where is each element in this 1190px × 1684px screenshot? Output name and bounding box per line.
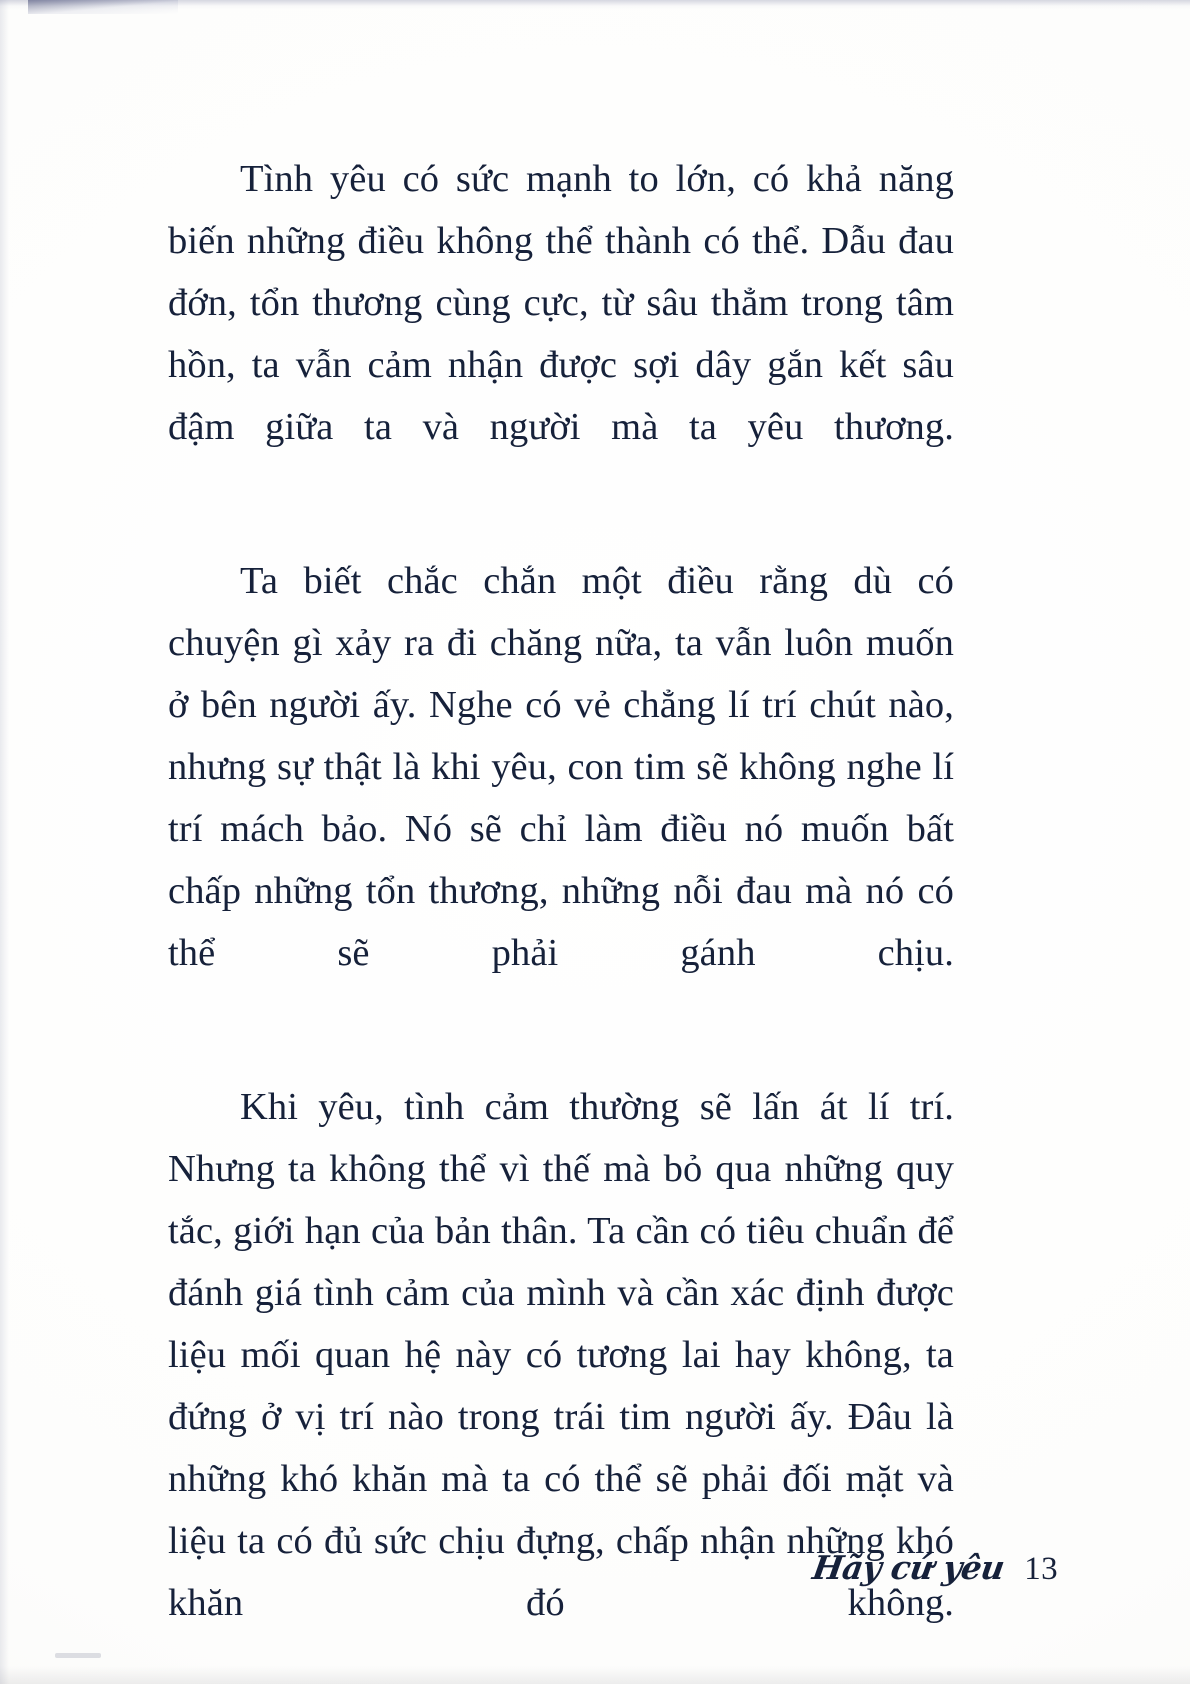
page-footer	[0, 1549, 1058, 1588]
paragraph-1: Tình yêu có sức mạnh to lớn, có khả năng biến những điều không thể thành có thể. Dẫu đau đớn, tổn thương cùng cực, từ sâu thẳm trong tâm hồn, ta vẫn cảm nhận được sợi dây gắn kết sâu đậm giữa ta và người mà ta yêu thương.	[168, 158, 954, 448]
paragraph-2: Ta biết chắc chắn một điều rằng dù có chuyện gì xảy ra đi chăng nữa, ta vẫn luôn muốn ở bên người ấy. Nghe có vẻ chẳng lí trí chút nào, nhưng sự thật là khi yêu, con tim sẽ không nghe lí trí mách bảo. Nó sẽ chỉ làm điều nó muốn bất chấp những tổn thương, những nỗi đau mà nó có thể sẽ phải gánh chịu.	[168, 560, 954, 974]
footer-page-number: 13	[1024, 1551, 1058, 1587]
paragraph-3: Khi yêu, tình cảm thường sẽ lấn át lí trí. Nhưng ta không thể vì thế mà bỏ qua những quy tắc, giới hạn của bản thân. Ta cần có tiêu chuẩn để đánh giá tình cảm của mình và cần xác định được liệu mối quan hệ này có tương lai hay không, ta đứng ở vị trí nào trong trái tim người ấy. Đâu là những khó khăn mà ta có thể sẽ phải đối mặt và liệu ta có đủ sức chịu đựng, chấp nhận những khó khăn đó không.	[168, 1086, 954, 1624]
page-body-text	[168, 148, 954, 1684]
footer-book-title: Hãy cứ yêu	[810, 1548, 1008, 1588]
